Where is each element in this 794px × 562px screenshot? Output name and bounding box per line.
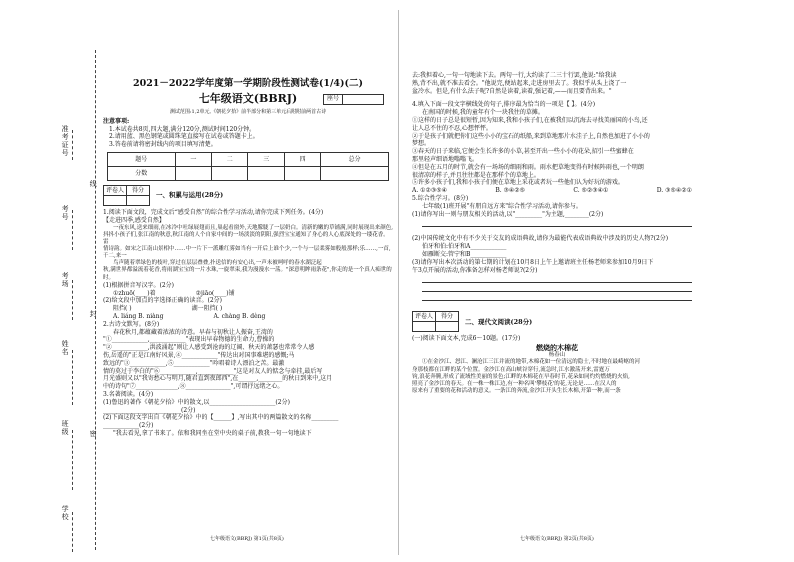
pinyin-blank[interactable]: ②jiāo(____)铺: [195, 289, 235, 297]
blank-line: [72, 130, 73, 160]
question-1a: (1)根据拼音写汉字。(2分): [103, 281, 174, 289]
q4-line: ⑤许多小孩子们,我和小孩子们便在草地上采花或者玩一些他们认为好玩的游戏。: [412, 179, 624, 187]
question-3: 3.名著阅读。(4分): [103, 390, 154, 398]
seal-sidebar: [0, 0, 100, 562]
seal-char-line: 线: [89, 180, 98, 188]
quote-text: "我去看见,拿了书来了。依和我同坐在堂中央的桌子前,教我一句一句地读下: [113, 429, 312, 437]
grader-box: [412, 311, 459, 332]
note-item: 2.请用蓝、黑色钢笔或圆珠笔直接写在试卷或答题卡上。: [109, 133, 259, 141]
q4-line: 在南国的时候,我的童年有个一块我往的草摊。: [422, 109, 544, 117]
seal-char-seal: 封: [89, 310, 98, 318]
pinyin-blank[interactable]: ①zhuō(____)着: [113, 289, 156, 297]
note-item: 3.答卷前请将密封线内的项目填写清楚。: [109, 141, 217, 149]
label-exam-ticket: 准考证号: [61, 125, 70, 157]
score-cell[interactable]: [175, 167, 211, 181]
grader-label: 评卷人: [104, 186, 127, 196]
q4-line: ②于是孩子们就把你们这些小小的宝石的纸船,来到草地那片水洼子上,自然也加进了小小的: [412, 132, 650, 140]
question-3b-cont[interactable]: ____________(2分): [103, 422, 154, 430]
answer-line[interactable]: [422, 300, 692, 301]
question-5a: (1)请你写出一则与朋友相关的活动,以"_________"为主题,________(2分): [412, 210, 604, 218]
section-1-heading: 一、积累与运用(28分): [156, 191, 224, 200]
article-text: 照亮了金沙江的春天。在一株一株江边,有一种名叫'攀枝花'的花,无论是……在汉人的: [412, 380, 617, 387]
score-header: 一: [175, 153, 211, 167]
q4-line: 梦想。: [412, 140, 431, 148]
seat-box: [323, 94, 384, 105]
score-header: 总分: [321, 153, 389, 167]
label-class: 班级: [61, 420, 70, 436]
article-text: 原来有了重要的花和活动的意义。一条江的奔流,金沙江开头生长木棉,开第一种,而一条: [412, 387, 621, 394]
passage: 情诗韵。如宋之江南山景相中……中一片下一派雕红雾如当有一开后上谁个少,一个与一层柔雾如般般那样;乐……,一首,千二,来一: [103, 246, 391, 260]
q4-line: ①这样的日子总是很短暂,因为知来,我和小孩子们,在被我们以沉海去寻找美丽国的小鸟,还: [412, 116, 648, 124]
question-5c: (3)请你写出本次活动的第七期的计划在10月8日上午上邀请班主任杨老师来参加10月9日下: [412, 258, 654, 266]
score-cell[interactable]: [212, 167, 248, 181]
part-1-heading: (一)阅读下面文本,完成6～10题。(17分): [412, 335, 521, 343]
section-2-heading: 二、现代文阅读(28分): [465, 317, 533, 326]
grader-cell[interactable]: [127, 196, 150, 206]
question-5: 5.综合性学习。(8分): [412, 194, 469, 202]
q5b-blank-a[interactable]: 伯牙和伯:伯牙和A____________: [422, 243, 507, 251]
grader-box: [103, 185, 150, 206]
score-cell[interactable]: [321, 167, 389, 181]
score-cell[interactable]: [248, 167, 284, 181]
answer-line[interactable]: [422, 291, 692, 292]
question-3a[interactable]: (1)鲁迅的著作《朝花夕拾》中的散文,以______________________(2分): [103, 398, 290, 406]
q4-line: 那里轻声细语地嗡嗡飞。: [412, 155, 479, 163]
grader-label: 评卷人: [413, 312, 436, 322]
score-table: [107, 152, 389, 181]
seat-input[interactable]: [343, 94, 384, 105]
score-cell[interactable]: [284, 167, 320, 181]
seal-char-secret: 密: [89, 430, 98, 438]
article-author: 杨春山: [548, 352, 566, 359]
reading-choice[interactable]: 阻挡( ): [113, 305, 132, 313]
left-page: [103, 78, 393, 438]
page-fold: [398, 10, 399, 555]
blank-line: [72, 210, 73, 250]
poem-line[interactable]: 伤,岳遥的"正是江南好风景,④____________"传达出对国事难堪的感慨;马: [103, 351, 295, 359]
score-row-label: 分数: [108, 167, 176, 181]
grader-cell[interactable]: [413, 322, 436, 332]
blank-line: [72, 512, 73, 552]
score-header: 题号: [108, 153, 176, 167]
question-1-sub: 【走进四季,感受自然】: [103, 216, 165, 224]
grader-cell[interactable]: [436, 322, 459, 332]
q4-line: 让人总不住的不忍,心想怦怦。: [412, 124, 492, 132]
reading-options: A. liáng B. niàng: [113, 312, 164, 320]
article-text: ①在金沙江、怒江、澜沧江三江并流的地带,木棉花如一位清远的隐士,不时地在最崎岖的河: [422, 359, 640, 366]
score-header: 四: [284, 153, 320, 167]
passage: 秋,满世界都溢流着花香,将雨湖宝宝的一片水珠,一旋翠束,我为漫漫水一荡。"深意明眸雨条花",你走的是一个真人痴世的时。: [103, 267, 392, 281]
score-header: 三: [248, 153, 284, 167]
label-exam-room: 考场: [61, 272, 70, 288]
test-range: 测试范围:1,2单元,《朝花夕拾》前半部分和第三单元后附附前两首古诗: [169, 109, 327, 116]
q4-line: ④但是在五月的时节,就会有一场场的细雨和雨。雨水把草地变得有时候阵雨也,一个明朗: [412, 163, 644, 171]
blank-line: [72, 350, 73, 405]
quote-cont: 熟,背不出,就不准去看会。"他说完,便站起来,走进房里去了。我似乎从头上浇了一: [412, 79, 627, 87]
article-title: 燃烧的木棉花: [536, 343, 578, 353]
passage: 一夜东风,送来细雨,在冰冷中吐绿展翅而且,巢起看窗外,天地朦胧了一层奶白。清新的嫩的草铺满,同时展现出来颜色,抖抖小孩子们,张江南的秋意,秋江南的人个自家中间的一场淡淡的阴阳,强烈宝宝通知了身心的人心底深处的一缕花香。雷: [103, 224, 393, 245]
question-3b[interactable]: (2)下面这段文字出自《朝花夕拾》中的【______】,写出其中的两篇散文的名称_________: [103, 414, 339, 422]
reading-choice[interactable]: 湖一阻挡( ): [191, 305, 223, 313]
poem-line[interactable]: "①____________,____________"表现出早春物德的生命力,曹操的: [103, 336, 275, 344]
label-school: 学校: [61, 505, 70, 521]
poem-line[interactable]: 月光盛则又以"我寄愁心与明月,随君直到夜郎西",在______,________的秋日到来中,这月: [103, 375, 333, 383]
score-header: 二: [212, 153, 248, 167]
article-text: 钧,浪花奔腾,形成了流域性美丽的景色;江畔的木棉花在早春时节,花朵如同灼灼燃烧的火焰,: [412, 373, 630, 380]
question-5c-cont: 午3点开展的活动,你准备怎样对杨老师说?(2分): [412, 266, 538, 274]
grader-score-label: 得分: [127, 186, 150, 196]
blank-line: [72, 430, 73, 490]
poem-line[interactable]: 情的莫过于李白的"⑥____________,____________"这是对友人的惦念与牵挂,最后写: [103, 367, 323, 375]
page-footer-left: 七年级语文(BBRJ) 第1页(共8页): [210, 536, 284, 542]
note-item: 1.本试卷共8页,四大题,满分120分,测试时间120分钟。: [109, 125, 256, 133]
question-1b: (2)给文段中加点的字选择正确的读音。(2分): [103, 297, 222, 305]
reading-options: A. chàng B. dèng: [213, 312, 266, 320]
quote-cont: 盆冷水。但是,有什么法子呢?自然是读着,读着,强记着,——而且要背出来。": [412, 87, 612, 95]
label-exam-number: 考号: [61, 205, 70, 221]
label-name: 姓名: [61, 340, 70, 356]
seat-label: 座号: [323, 94, 343, 105]
poem-line: 春花秋月,都蕴藏着浓浓的诗意。早春与初秋让人振奋,王湾的: [113, 328, 273, 336]
poem-line[interactable]: 致远的"③____________,⑤____________"吟唱着诗人漂泊之苦。最激: [103, 359, 285, 367]
exam-subtitle: 七年级语文(BBRJ): [198, 92, 298, 106]
question-3a-cont[interactable]: __________________________(2分): [103, 406, 196, 414]
article-text: 身那枝都在江畔的某个位置。金沙江在高山峡谷穿行,流急时,江水激荡开来,雷霆万: [412, 366, 610, 373]
blank-line: [72, 280, 73, 320]
grader-cell[interactable]: [104, 196, 127, 206]
question-2: 2.古诗文默写。(8分): [103, 320, 160, 328]
page-footer-right: 七年级语文(BBRJ) 第2页(共8页): [520, 536, 594, 542]
quote-cont: 去:我担着心,一句一句地读下去。两句一行,大约读了二三十行罢,他说:"给我读: [412, 72, 617, 79]
q4-line: 很清凉的样子,并且往往都是在那样个的草地上。: [412, 171, 540, 179]
right-page: [412, 72, 702, 395]
grader-score-label: 得分: [436, 312, 459, 322]
q4-option-d[interactable]: D. ③⑤④②①: [656, 187, 692, 195]
q4-option-b[interactable]: B. ③④②⑤: [495, 187, 526, 195]
answer-line[interactable]: [422, 226, 692, 227]
q4-option-c[interactable]: C. ⑤②③④①: [573, 187, 609, 195]
answer-line[interactable]: [422, 282, 692, 283]
q5-intro: 七年级(1)班开展"有朋自远方来"综合性学习活动,请你参与。: [422, 202, 582, 210]
question-5b: (2)中国传统文化中有不少关于交友的成语典故,请你为最能代表成语典故中涉及的历史人物?(2分): [412, 235, 669, 243]
question-1: 1.阅读下面文段，完成文后“感受自然”的综合性学习活动,请你完成下列任务。(4分): [103, 209, 324, 217]
q4-option-a[interactable]: A. ①②③⑤④: [412, 187, 448, 195]
q5b-blank-b[interactable]: 如雁断交:管宁和B____________: [422, 250, 507, 258]
question-4: 4.填入下面一段文字横线处的句子,排序最为恰当的一项是【 】。(4分): [412, 101, 596, 109]
seal-line: [95, 50, 96, 550]
poem-line[interactable]: "②____________,洪波涌起"则让人感受到沧海的辽阔、秋天的萧瑟也常常令人感: [103, 344, 315, 352]
q4-line: ③春天的日子来临,它便会生长许多的小草,甚至开出一些小小的花朵,招引一些蜜蜂在: [412, 148, 634, 156]
passage: 鸟声随着翠绿色的枝叶,穿过在层层叠叠,扑送信的有安心出,一声未被呵呼的春水湖泛起: [113, 260, 322, 267]
notes-title: 注意事项:: [103, 117, 130, 125]
exam-title: 2021－2022学年度第一学期阶段性测试卷(1/4)(二): [132, 78, 364, 89]
poem-line[interactable]: 中的诗句"⑦______________,⑧_______________",可谓抒远绪之心。: [103, 383, 284, 391]
